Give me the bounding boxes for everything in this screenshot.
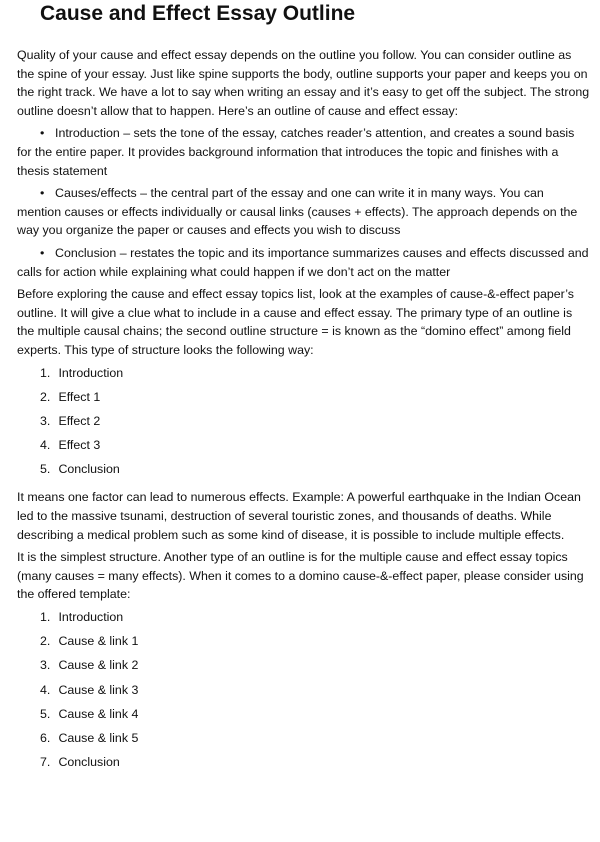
list-text: Conclusion [58,755,120,770]
list-text: Introduction [58,365,124,380]
list-text: Cause & link 1 [58,634,139,649]
list-number: 2. [40,634,51,649]
list-text: Cause & link 4 [58,706,139,721]
list-number: 4. [40,438,51,453]
list-text: Introduction [58,610,124,624]
list-item [17,632,591,656]
list-item [17,436,591,460]
list-text: Effect 3 [58,438,101,453]
list-text: Effect 1 [58,389,101,404]
simplest-structure-paragraph: It is the simplest structure. Another type of an outline is for the multiple cause and effect essay topics (many causes = many effects). When it comes to a domino cause-&-effect paper, please consider using the offered template: [17,550,584,602]
intro-paragraph: Quality of your cause and effect essay depends on the outline you follow. You can consider outline as the spine of your essay. Just like spine supports the body, outline supports your paper and keeps you on the right track. We have a lot to say when writing an essay and it’s easy to get off the subject. The strong outline doesn’t allow that to happen. Here’s an outline of cause and effect essay: [17,48,590,118]
list-item [17,608,591,632]
cause-link-outline-list [17,608,591,777]
list-number: 7. [40,755,51,770]
list-item [17,412,591,436]
list-text: Cause & link 2 [58,658,139,673]
bullet-item-causes-effects [17,184,591,240]
bullet-item-introduction [17,124,591,180]
bullet-text: Causes/effects – the central part of the essay and one can write it in many ways. You can mention causes or effects individually or causal links (causes + effects). The approach depends on the way you organize the paper or causes and effects you wish to discuss [17,186,578,238]
list-number: 2. [40,389,51,404]
list-text: Effect 2 [58,413,101,428]
structures-paragraph: Before exploring the cause and effect essay topics list, look at the examples of cause-&-effect paper’s outline. It will give a clue what to include in a cause and effect essay. The primary type of an outline is the multiple causal chains; the second outline structure = is known as the “domino effect” among field experts. This type of structure looks the following way: [17,287,574,357]
list-item [17,729,591,753]
bullet-text: Conclusion – restates the topic and its importance summarizes causes and effects discussed and calls for action while explaining what could happen if we don’t act on the matter [17,245,589,279]
list-number: 5. [40,706,51,721]
bullet-dot: • [40,126,45,141]
list-number: 6. [40,730,51,745]
list-number: 1. [40,365,51,380]
list-item [17,681,591,705]
domino-outline-list [17,364,591,485]
list-number: 1. [40,610,51,624]
example-paragraph: It means one factor can lead to numerous effects. Example: A powerful earthquake in the Indian Ocean led to the massive tsunami, destruction of several touristic zones, and thousands of deaths. While describing a medical problem such as some kind of disease, it is possible to include multiple effects. [17,490,581,542]
list-item [17,364,591,388]
list-item [17,656,591,680]
bullet-dot: • [40,186,45,201]
list-number: 3. [40,413,51,428]
list-text: Cause & link 5 [58,730,139,745]
list-item [17,460,591,484]
bullet-text: Introduction – sets the tone of the essay, catches reader’s attention, and creates a sound basis for the entire paper. It provides background information that introduces the topic and finishes with a thesis statement [17,126,575,178]
list-number: 4. [40,682,51,697]
list-number: 5. [40,462,51,477]
list-item [17,388,591,412]
list-item [17,753,591,777]
article-body [17,46,591,781]
page-title: Cause and Effect Essay Outline [40,2,356,25]
list-item [17,705,591,729]
bullet-dot: • [40,245,45,260]
bullet-item-conclusion [17,244,591,281]
list-number: 3. [40,658,51,673]
list-text: Cause & link 3 [58,682,139,697]
list-text: Conclusion [58,462,120,477]
